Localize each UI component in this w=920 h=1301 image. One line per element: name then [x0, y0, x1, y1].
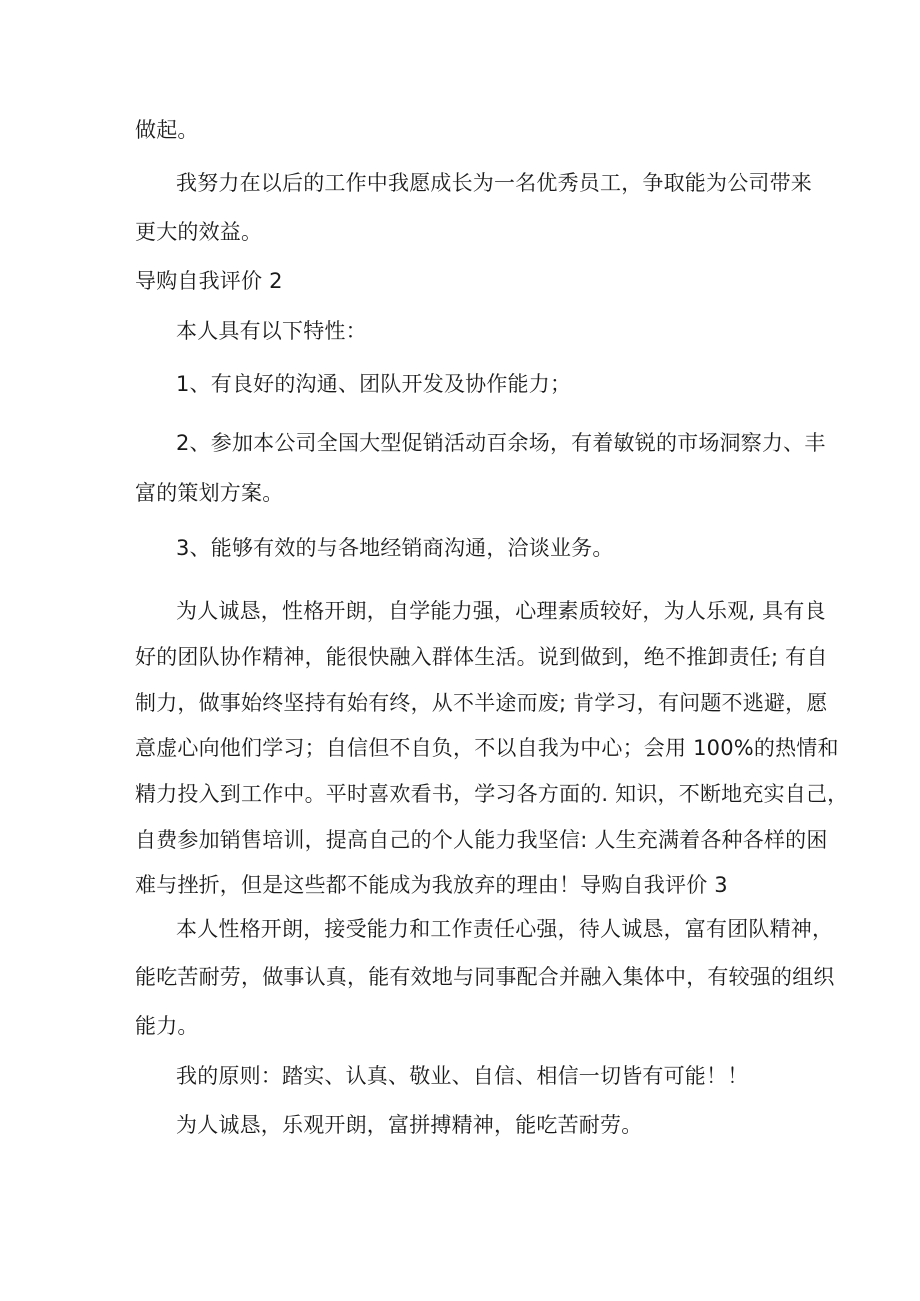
text-line: 能吃苦耐劳，做事认真，能有效地与同事配合并融入集体中，有较强的组织	[135, 965, 835, 989]
text-line: 能力。	[135, 1014, 199, 1038]
text-line: 难与挫折，但是这些都不能成为我放弃的理由！导购自我评价 3	[135, 873, 728, 897]
text-line: 制力，做事始终坚持有始有终，从不半途而废; 肯学习，有问题不逃避，愿	[135, 691, 828, 715]
text-line: 自费参加销售培训，提高自己的个人能力我坚信: 人生充满着各种各样的困	[135, 828, 828, 852]
list-item: 3、能够有效的与各地经销商沟通，洽谈业务。	[176, 536, 614, 560]
list-item: 2、参加本公司全国大型促销活动百余场，有着敏锐的市场洞察力、丰	[176, 431, 826, 455]
list-item: 1、有良好的沟通、团队开发及协作能力；	[176, 372, 572, 396]
text-line: 本人具有以下特性：	[176, 319, 367, 343]
text-line: 好的团队协作精神，能很快融入群体生活。说到做到，绝不推卸责任; 有自	[135, 645, 828, 669]
text-line: 精力投入到工作中。平时喜欢看书，学习各方面的. 知识，不断地充实自己，	[135, 782, 849, 806]
text-line: 为人诚恳，乐观开朗，富拼搏精神，能吃苦耐劳。	[176, 1113, 643, 1137]
text-line: 意虚心向他们学习；自信但不自负，不以自我为中心；会用 100%的热情和	[135, 736, 839, 760]
text-line: 我的原则：踏实、认真、敬业、自信、相信一切皆有可能！！	[176, 1064, 749, 1088]
text-line: 更大的效益。	[135, 220, 263, 244]
section-heading: 导购自我评价 2	[135, 269, 283, 293]
text-line: 我努力在以后的工作中我愿成长为一名优秀员工，争取能为公司带来	[176, 171, 812, 195]
text-line: 富的策划方案。	[135, 481, 284, 505]
text-line: 为人诚恳，性格开朗，自学能力强，心理素质较好，为人乐观, 具有良	[176, 599, 826, 623]
text-line: 本人性格开朗，接受能力和工作责任心强，待人诚恳，富有团队精神，	[176, 917, 834, 941]
text-line: 做起。	[135, 118, 199, 142]
